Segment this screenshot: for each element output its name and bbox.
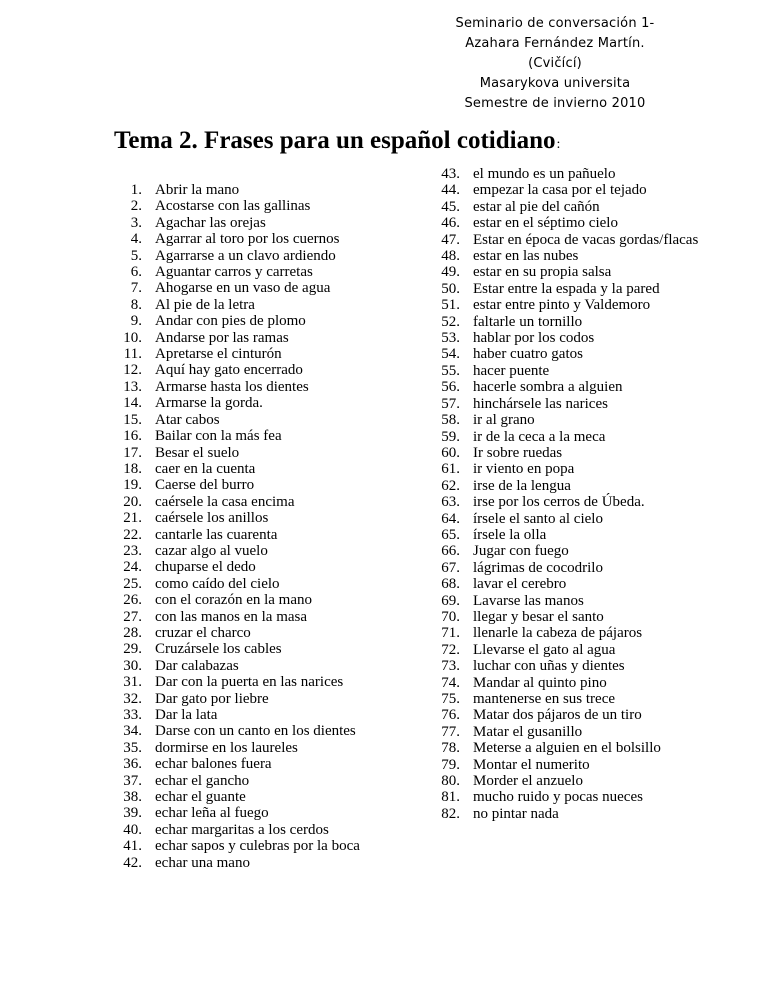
phrase-number: 5.	[130, 247, 142, 264]
phrase-item	[418, 445, 738, 461]
phrase-number: 10.	[123, 329, 142, 346]
phrase-number: 30.	[123, 657, 142, 674]
phrase-number: 63.	[441, 494, 460, 511]
phrase-text: Aguantar carros y carretas	[155, 264, 313, 281]
phrase-item	[418, 527, 738, 543]
phrase-number: 45.	[441, 198, 460, 215]
phrase-text: Dar calabazas	[155, 657, 239, 674]
phrase-text: Dar con la puerta en las narices	[155, 674, 344, 691]
phrase-number: 23.	[123, 542, 142, 559]
phrase-number: 41.	[123, 838, 142, 855]
phrase-item	[418, 658, 738, 674]
phrase-item	[418, 773, 738, 789]
phrase-number: 22.	[123, 526, 142, 543]
phrase-text: estar en su propia salsa	[473, 264, 612, 281]
phrase-number: 56.	[441, 379, 460, 396]
phrase-item	[100, 855, 365, 871]
phrase-text: lágrimas de cocodrilo	[473, 559, 603, 576]
phrase-item	[100, 231, 365, 247]
phrase-number: 40.	[123, 821, 142, 838]
phrase-number: 57.	[441, 395, 460, 412]
phrase-number: 8.	[130, 296, 142, 313]
phrase-item	[100, 494, 365, 510]
phrase-item	[418, 724, 738, 740]
phrase-number: 73.	[441, 658, 460, 675]
phrase-text: Apretarse el cinturón	[155, 346, 282, 363]
phrase-item	[418, 478, 738, 494]
phrase-item	[418, 576, 738, 592]
phrase-text: Agarrarse a un clavo ardiendo	[155, 247, 336, 264]
phrase-item	[418, 215, 738, 231]
page-title-text: Tema 2. Frases para un español cotidiano	[114, 127, 556, 154]
phrase-item	[418, 707, 738, 723]
phrase-number: 25.	[123, 575, 142, 592]
phrase-text: echar el gancho	[155, 772, 250, 789]
phrase-item	[418, 806, 738, 822]
phrase-item	[418, 396, 738, 412]
phrase-item	[100, 674, 365, 690]
phrase-number: 43.	[441, 166, 460, 182]
phrase-number: 12.	[123, 362, 142, 379]
phrase-text: Lavarse las manos	[473, 592, 584, 609]
phrase-text: ir de la ceca a la meca	[473, 428, 606, 445]
phrase-item	[100, 346, 365, 362]
phrase-number: 54.	[441, 346, 460, 363]
phrase-text: Armarse la gorda.	[155, 395, 263, 412]
phrase-text: caérsele los anillos	[155, 510, 269, 527]
phrase-item	[418, 314, 738, 330]
phrase-text: echar una mano	[155, 854, 250, 871]
phrase-text: hacer puente	[473, 362, 550, 379]
phrase-text: Morder el anzuelo	[473, 773, 583, 790]
phrase-number: 60.	[441, 444, 460, 461]
phrase-item	[418, 330, 738, 346]
phrase-item	[418, 248, 738, 264]
phrase-text: Ahogarse en un vaso de agua	[155, 280, 331, 297]
phrase-text: Al pie de la letra	[155, 296, 255, 313]
phrase-text: Acostarse con las gallinas	[155, 198, 311, 215]
phrase-item	[100, 756, 365, 772]
phrase-text: echar balones fuera	[155, 756, 272, 773]
phrase-item	[100, 330, 365, 346]
phrase-number: 31.	[123, 674, 142, 691]
phrase-number: 76.	[441, 707, 460, 724]
phrase-number: 81.	[441, 789, 460, 806]
phrase-text: Llevarse el gato al agua	[473, 641, 616, 658]
phrase-item	[100, 543, 365, 559]
phrase-item	[418, 642, 738, 658]
phrase-text: empezar la casa por el tejado	[473, 182, 647, 199]
phrase-text: ir viento en popa	[473, 461, 575, 478]
header-university: Masarykova universita	[479, 76, 631, 91]
phrase-number: 24.	[123, 559, 142, 576]
phrase-number: 69.	[441, 592, 460, 609]
phrase-item	[100, 592, 365, 608]
phrase-text: hacerle sombra a alguien	[473, 379, 623, 396]
document-header	[440, 14, 670, 114]
phrase-item	[100, 198, 365, 214]
phrase-text: estar en las nubes	[473, 248, 579, 265]
phrase-item	[100, 641, 365, 657]
phrase-item	[418, 166, 738, 182]
phrase-number: 11.	[123, 346, 142, 363]
phrase-text: con el corazón en la mano	[155, 592, 313, 609]
phrase-item	[100, 461, 365, 477]
phrase-item	[100, 822, 365, 838]
phrase-item	[100, 264, 365, 280]
phrase-item	[100, 576, 365, 592]
phrase-item	[100, 723, 365, 739]
phrase-number: 38.	[123, 789, 142, 806]
phrase-number: 65.	[441, 526, 460, 543]
phrase-text: estar al pie del cañón	[473, 198, 600, 215]
phrase-text: echar margaritas a los cerdos	[155, 821, 329, 838]
phrase-text: Caerse del burro	[155, 477, 255, 494]
phrase-number: 13.	[123, 378, 142, 395]
phrase-item	[100, 280, 365, 296]
phrase-number: 78.	[441, 740, 460, 757]
phrase-text: ir al grano	[473, 412, 535, 429]
phrase-text: Andarse por las ramas	[155, 329, 289, 346]
phrase-text: el mundo es un pañuelo	[473, 166, 616, 182]
phrase-text: Estar en época de vacas gordas/flacas	[473, 231, 699, 248]
phrase-text: Montar el numerito	[473, 756, 590, 773]
phrase-text: caer en la cuenta	[155, 460, 256, 477]
phrase-number: 36.	[123, 756, 142, 773]
phrase-item	[418, 675, 738, 691]
phrase-number: 61.	[441, 461, 460, 478]
phrase-text: Besar el suelo	[155, 444, 240, 461]
phrase-number: 58.	[441, 412, 460, 429]
phrase-item	[418, 264, 738, 280]
phrase-number: 55.	[441, 362, 460, 379]
phrase-number: 53.	[441, 330, 460, 347]
phrase-list-right	[418, 166, 738, 822]
phrase-text: cazar algo al vuelo	[155, 542, 268, 559]
phrase-item	[418, 412, 738, 428]
phrase-item	[100, 412, 365, 428]
phrase-item	[418, 625, 738, 641]
phrase-text: con las manos en la masa	[155, 608, 308, 625]
phrase-item	[418, 182, 738, 198]
phrase-text: Matar dos pájaros de un tiro	[473, 707, 642, 724]
page-title-colon: :	[556, 137, 561, 152]
phrase-number: 37.	[123, 772, 142, 789]
phrase-text: Aquí hay gato encerrado	[155, 362, 303, 379]
phrase-number: 42.	[123, 854, 142, 871]
phrase-text: estar en el séptimo cielo	[473, 215, 618, 232]
phrase-text: hinchársele las narices	[473, 395, 608, 412]
phrase-item	[100, 510, 365, 526]
phrase-item	[418, 494, 738, 510]
phrase-text: mucho ruido y pocas nueces	[473, 789, 643, 806]
phrase-text: Dar gato por liebre	[155, 690, 269, 707]
phrase-item	[418, 297, 738, 313]
phrase-text: mantenerse en sus trece	[473, 691, 616, 707]
phrase-item	[418, 199, 738, 215]
phrase-text: Atar cabos	[155, 411, 220, 428]
phrase-number: 59.	[441, 428, 460, 445]
phrase-number: 67.	[441, 559, 460, 576]
phrase-text: Armarse hasta los dientes	[155, 378, 309, 395]
phrase-item	[418, 609, 738, 625]
phrase-text: Meterse a alguien en el bolsillo	[473, 740, 661, 757]
phrase-list-left	[100, 182, 365, 871]
phrase-number: 80.	[441, 773, 460, 790]
phrase-item	[418, 232, 738, 248]
phrase-number: 33.	[123, 707, 142, 723]
phrase-item	[100, 379, 365, 395]
phrase-item	[418, 789, 738, 805]
phrase-number: 51.	[441, 297, 460, 314]
phrase-item	[100, 773, 365, 789]
phrase-text: Mandar al quinto pino	[473, 674, 607, 691]
phrase-number: 47.	[441, 231, 460, 248]
phrase-text: caérsele la casa encima	[155, 493, 295, 510]
phrase-number: 26.	[123, 592, 142, 609]
phrase-item	[418, 757, 738, 773]
phrase-text: Andar con pies de plomo	[155, 313, 306, 330]
phrase-item	[418, 429, 738, 445]
phrase-number: 27.	[123, 608, 142, 625]
phrase-text: cantarle las cuarenta	[155, 526, 278, 543]
phrase-text: irse de la lengua	[473, 477, 571, 494]
phrase-number: 46.	[441, 215, 460, 232]
phrase-item	[100, 362, 365, 378]
phrase-text: Agarrar al toro por los cuernos	[155, 231, 340, 248]
phrase-item	[100, 691, 365, 707]
phrase-number: 44.	[441, 182, 460, 199]
phrase-number: 1.	[130, 182, 142, 198]
phrase-text: irse por los cerros de Úbeda.	[473, 494, 645, 511]
phrase-number: 14.	[123, 395, 142, 412]
phrase-text: estar entre pinto y Valdemoro	[473, 297, 651, 314]
phrase-item	[418, 511, 738, 527]
phrase-text: haber cuatro gatos	[473, 346, 583, 363]
phrase-number: 18.	[123, 460, 142, 477]
phrase-text: cruzar el charco	[155, 624, 251, 641]
phrase-number: 50.	[441, 280, 460, 297]
phrase-number: 49.	[441, 264, 460, 281]
header-semester: Semestre de invierno 2010	[464, 96, 646, 111]
phrase-text: Estar entre la espada y la pared	[473, 280, 660, 297]
phrase-text: echar el guante	[155, 789, 246, 806]
phrase-number: 21.	[123, 510, 142, 527]
phrase-item	[418, 346, 738, 362]
phrase-number: 29.	[123, 641, 142, 658]
phrase-item	[418, 691, 738, 707]
phrase-item	[100, 445, 365, 461]
phrase-text: lavar el cerebro	[473, 576, 567, 593]
phrase-text: Dar la lata	[155, 707, 218, 723]
phrase-number: 75.	[441, 691, 460, 707]
phrase-number: 3.	[130, 214, 142, 231]
phrase-item	[100, 248, 365, 264]
phrase-number: 7.	[130, 280, 142, 297]
phrase-item	[100, 428, 365, 444]
phrase-text: írsele el santo al cielo	[473, 510, 603, 527]
phrase-item	[100, 625, 365, 641]
phrase-text: Bailar con la más fea	[155, 428, 282, 445]
phrase-item	[418, 560, 738, 576]
phrase-number: 72.	[441, 641, 460, 658]
phrase-text: Matar el gusanillo	[473, 723, 583, 740]
phrase-item	[418, 363, 738, 379]
phrase-text: írsele la olla	[473, 526, 547, 543]
phrase-item	[100, 395, 365, 411]
phrase-number: 71.	[441, 625, 460, 642]
phrase-number: 4.	[130, 231, 142, 248]
phrase-number: 64.	[441, 510, 460, 527]
phrase-text: Abrir la mano	[155, 182, 240, 198]
phrase-number: 70.	[441, 608, 460, 625]
phrase-number: 48.	[441, 248, 460, 265]
phrase-text: luchar con uñas y dientes	[473, 658, 625, 675]
header-author: Azahara Fernández Martín. (Cvičící)	[465, 36, 645, 71]
phrase-item	[418, 543, 738, 559]
phrase-item	[100, 658, 365, 674]
phrase-item	[100, 313, 365, 329]
phrase-item	[418, 740, 738, 756]
phrase-number: 2.	[130, 198, 142, 215]
phrase-text: chuparse el dedo	[155, 559, 256, 576]
phrase-item	[100, 740, 365, 756]
phrase-item	[100, 789, 365, 805]
phrase-item	[100, 477, 365, 493]
phrase-number: 16.	[123, 428, 142, 445]
phrase-text: llegar y besar el santo	[473, 608, 604, 625]
phrase-item	[100, 805, 365, 821]
phrase-number: 82.	[441, 805, 460, 822]
phrase-number: 79.	[441, 756, 460, 773]
phrase-text: dormirse en los laureles	[155, 739, 298, 756]
phrase-number: 66.	[441, 543, 460, 560]
phrase-item	[100, 527, 365, 543]
phrase-text: Cruzársele los cables	[155, 641, 282, 658]
phrase-number: 15.	[123, 411, 142, 428]
phrase-number: 9.	[130, 313, 142, 330]
phrase-number: 34.	[123, 723, 142, 740]
phrase-item	[100, 182, 365, 198]
phrase-number: 35.	[123, 739, 142, 756]
phrase-number: 28.	[123, 624, 142, 641]
phrase-item	[100, 609, 365, 625]
phrase-item	[418, 461, 738, 477]
phrase-text: faltarle un tornillo	[473, 313, 583, 330]
phrase-item	[100, 707, 365, 723]
phrase-number: 39.	[123, 805, 142, 822]
phrase-number: 17.	[123, 444, 142, 461]
header-seminar: Seminario de conversación 1-	[455, 16, 655, 31]
phrase-number: 6.	[130, 264, 142, 281]
phrase-item	[418, 593, 738, 609]
phrase-item	[100, 215, 365, 231]
phrase-text: hablar por los codos	[473, 330, 595, 347]
phrase-text: echar leña al fuego	[155, 805, 269, 822]
page-title	[114, 125, 560, 161]
phrase-number: 32.	[123, 690, 142, 707]
phrase-text: Agachar las orejas	[155, 214, 266, 231]
phrase-text: echar sapos y culebras por la boca	[155, 838, 360, 855]
phrase-text: Jugar con fuego	[473, 543, 569, 560]
phrase-text: Darse con un canto en los dientes	[155, 723, 356, 740]
phrase-number: 77.	[441, 723, 460, 740]
phrase-number: 20.	[123, 493, 142, 510]
phrase-number: 19.	[123, 477, 142, 494]
phrase-item	[100, 838, 365, 854]
phrase-item	[418, 379, 738, 395]
phrase-item	[100, 297, 365, 313]
phrase-number: 62.	[441, 477, 460, 494]
phrase-text: llenarle la cabeza de pájaros	[473, 625, 643, 642]
phrase-text: como caído del cielo	[155, 575, 280, 592]
phrase-number: 74.	[441, 674, 460, 691]
phrase-number: 52.	[441, 313, 460, 330]
phrase-item	[100, 559, 365, 575]
phrase-number: 68.	[441, 576, 460, 593]
phrase-item	[418, 281, 738, 297]
phrase-text: Ir sobre ruedas	[473, 444, 563, 461]
phrase-text: no pintar nada	[473, 805, 559, 822]
